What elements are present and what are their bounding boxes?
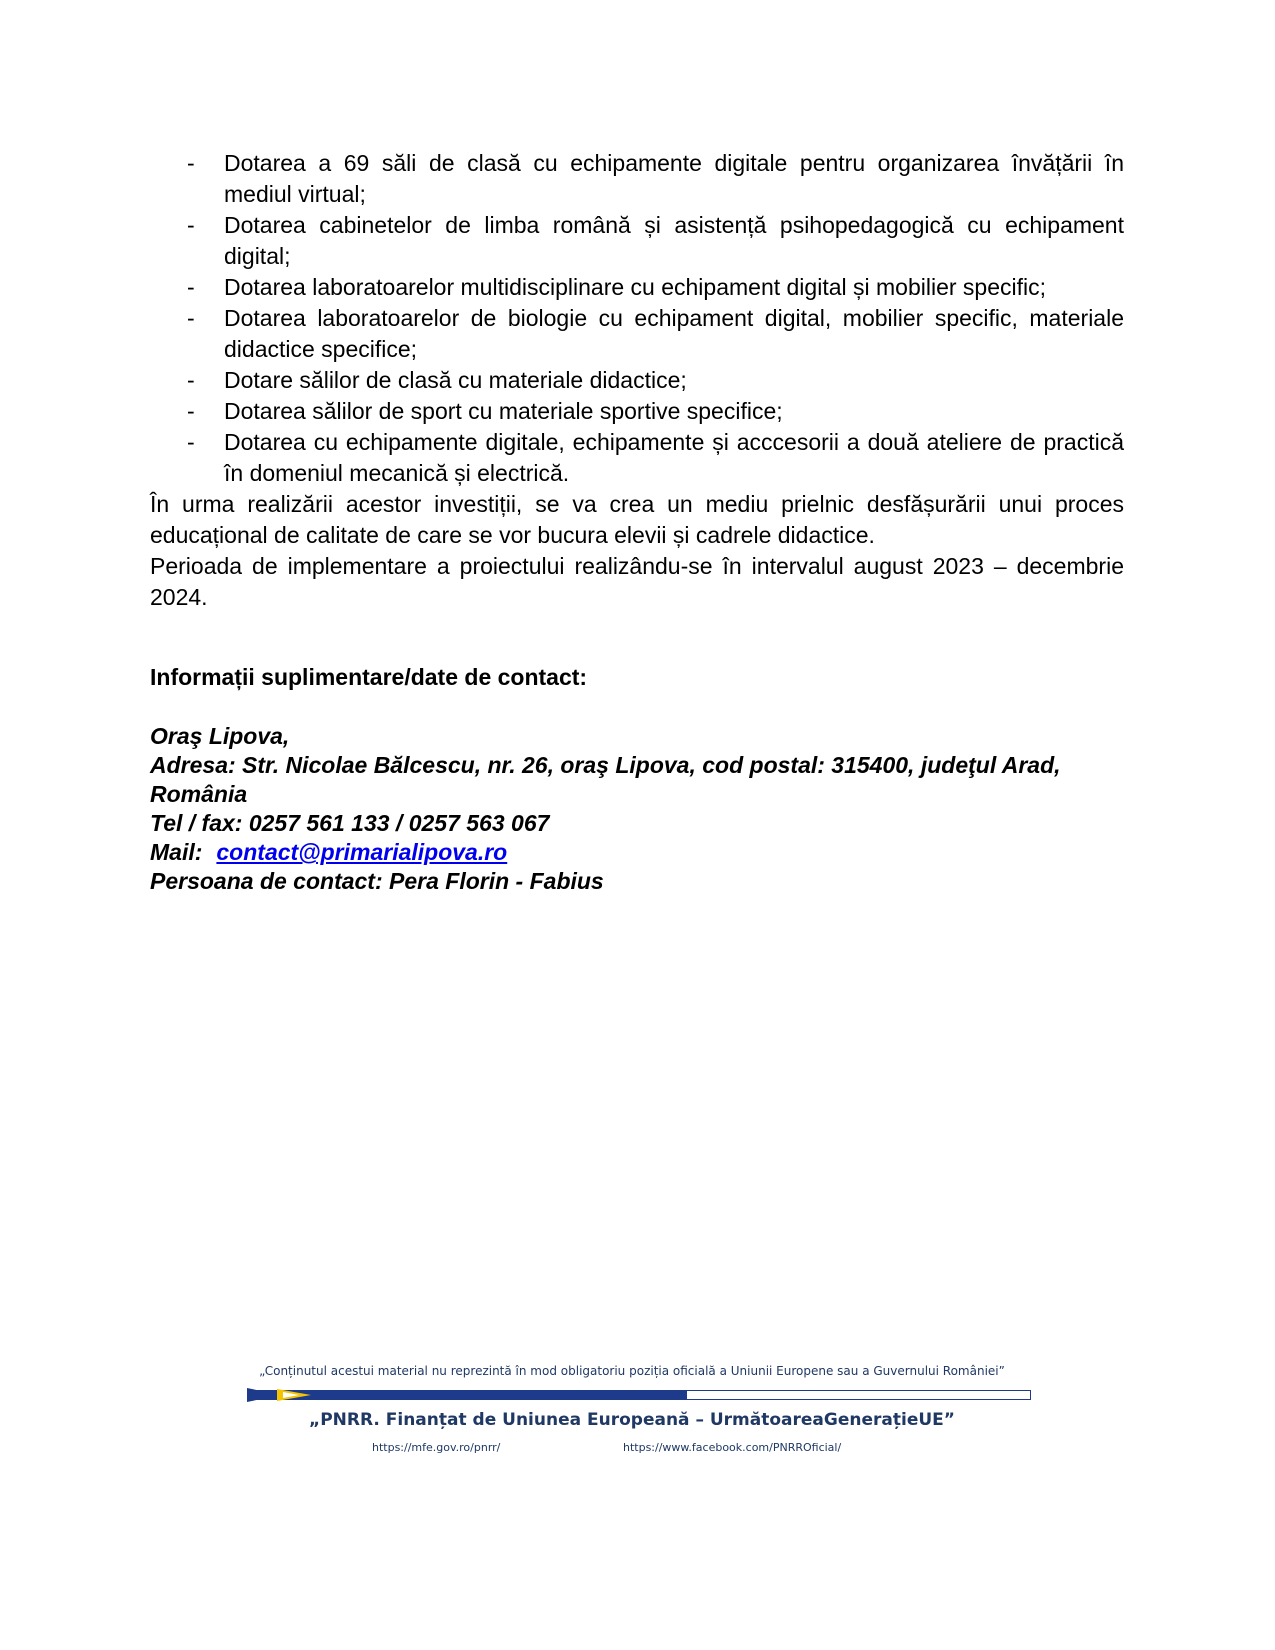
list-item-text: Dotarea laboratoarelor multidisciplinare cu echipament digital și mobilier specific;: [224, 274, 1046, 300]
contact-city: Oraş Lipova,: [150, 723, 290, 749]
list-item-text: Dotarea cu echipamente digitale, echipamente și acccesorii a două ateliere de practică în domeniul mecanică și electrică.: [224, 429, 1124, 486]
bullet-dash: -: [187, 429, 195, 455]
footer-disclaimer: „Conținutul acestui material nu reprezintă în mod obligatoriu poziția oficială a Uniunii Europene sau a Guvernului României”: [259, 1364, 1005, 1378]
list-item: [150, 272, 1124, 303]
equipment-list: [150, 148, 1124, 489]
list-item-text: Dotarea sălilor de sport cu materiale sportive specifice;: [224, 398, 783, 424]
list-item-text: Dotare sălilor de clasă cu materiale didactice;: [224, 367, 687, 393]
bullet-dash: -: [187, 398, 195, 424]
document-body: [150, 148, 1124, 896]
bar-blue-fill: [247, 1390, 687, 1400]
implementation-period-paragraph: Perioada de implementare a proiectului realizându-se în intervalul august 2023 – decembrie 2024.: [150, 553, 1124, 610]
list-item-text: Dotarea cabinetelor de limba română și asistență psihopedagogică cu echipament digital;: [224, 212, 1124, 269]
contact-heading: Informații suplimentare/date de contact:: [150, 664, 588, 690]
list-item: [150, 396, 1124, 427]
footer-slogan: „PNRR. Finanțat de Uniunea Europeană – UrmătoareaGenerațieUE”: [309, 1410, 955, 1430]
contact-mail-line: [150, 838, 1124, 867]
bullet-dash: -: [187, 212, 195, 238]
footer-link-facebook[interactable]: https://www.facebook.com/PNRROficial/: [623, 1441, 842, 1454]
bullet-dash: -: [187, 150, 195, 176]
contact-address: Adresa: Str. Nicolae Bălcescu, nr. 26, oraş Lipova, cod postal: 315400, judeţul Arad, România: [150, 752, 1061, 807]
list-item-text: Dotarea laboratoarelor de biologie cu echipament digital, mobilier specific, materiale didactice specifice;: [224, 305, 1124, 362]
contact-phone: Tel / fax: 0257 561 133 / 0257 563 067: [150, 810, 550, 836]
contact-details: [150, 722, 1124, 896]
pnrr-footer: [192, 1364, 1072, 1454]
list-item: [150, 210, 1124, 272]
contact-email-link[interactable]: contact@primarialipova.ro: [216, 839, 508, 865]
bullet-dash: -: [187, 305, 195, 331]
bullet-dash: -: [187, 367, 195, 393]
contact-mail-label: Mail:: [150, 839, 203, 865]
contact-person: Persoana de contact: Pera Florin - Fabius: [150, 868, 604, 894]
bullet-dash: -: [187, 274, 195, 300]
list-item: [150, 427, 1124, 489]
list-item-text: Dotarea a 69 săli de clasă cu echipamente digitale pentru organizarea învățării în mediul virtual;: [224, 150, 1124, 207]
outcome-paragraph: În urma realizării acestor investiții, se va crea un mediu prielnic desfășurării unui proces educațional de calitate de care se vor bucura elevii și cadrele didactice.: [150, 491, 1124, 548]
footer-banner-bar: [247, 1388, 1032, 1402]
list-item: [150, 365, 1124, 396]
list-item: [150, 148, 1124, 210]
footer-link-mfe[interactable]: https://mfe.gov.ro/pnrr/: [372, 1441, 501, 1454]
list-item: [150, 303, 1124, 365]
